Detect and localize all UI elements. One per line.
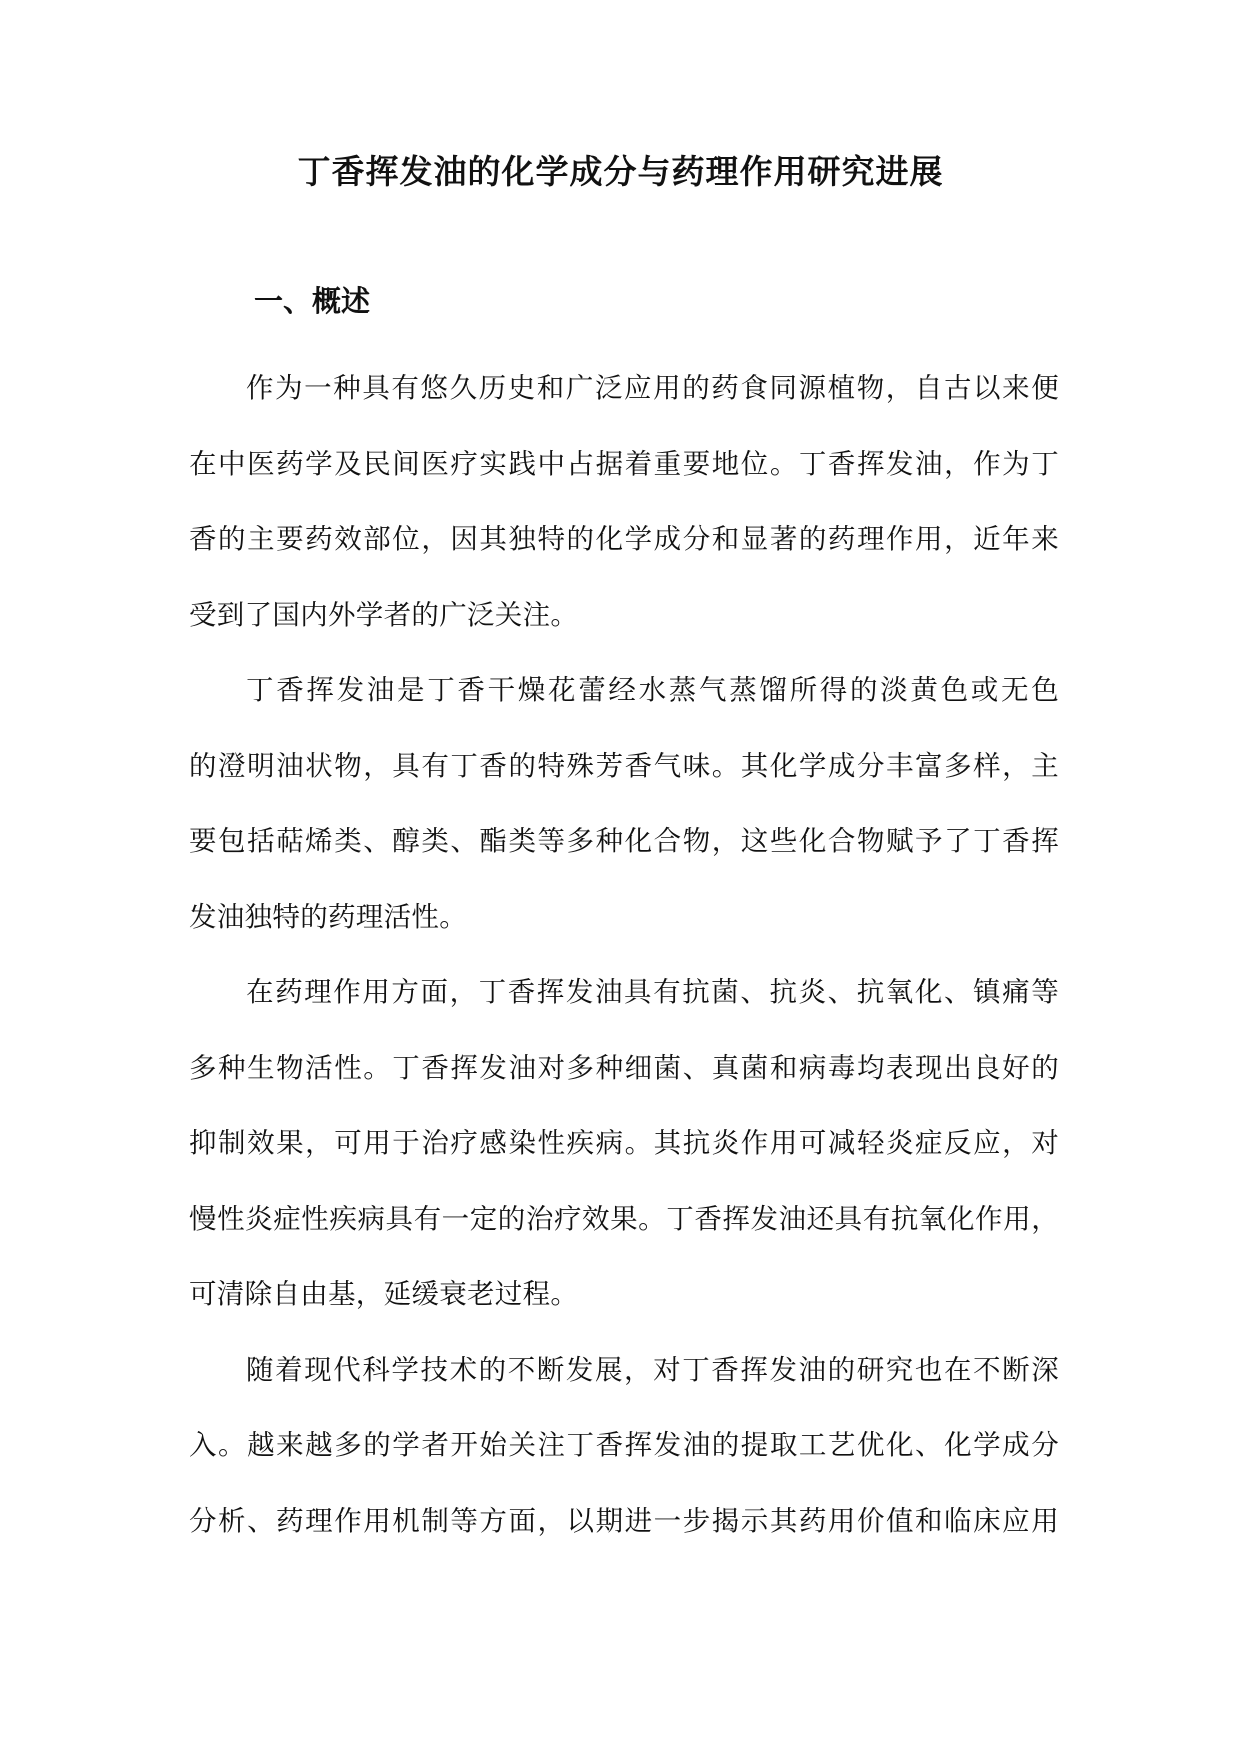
paragraph-2 xyxy=(189,664,1059,966)
paragraph-line: 分析、药理作用机制等方面，以期进一步揭示其药用价值和临床应用 xyxy=(189,1504,1059,1537)
paragraph-line: 发油独特的药理活性。 xyxy=(189,900,467,933)
paragraph-line: 抑制效果，可用于治疗感染性疾病。其抗炎作用可减轻炎症反应，对 xyxy=(189,1127,1059,1159)
paragraph-line: 在药理作用方面，丁香挥发油具有抗菌、抗炎、抗氧化、镇痛等 xyxy=(246,976,1059,1008)
section-heading: 一、概述 xyxy=(254,284,371,318)
paragraph-line: 要包括萜烯类、醇类、酯类等多种化合物，这些化合物赋予了丁香挥 xyxy=(189,825,1059,857)
paragraph-1 xyxy=(189,362,1059,664)
paragraph-line: 多种生物活性。丁香挥发油对多种细菌、真菌和病毒均表现出良好的 xyxy=(189,1051,1059,1084)
paragraph-line: 的澄明油状物，具有丁香的特殊芳香气味。其化学成分丰富多样，主 xyxy=(189,749,1059,782)
paragraph-line: 香的主要药效部位，因其独特的化学成分和显著的药理作用，近年来 xyxy=(189,523,1059,555)
paragraph-4 xyxy=(189,1344,1059,1571)
paragraph-line: 作为一种具有悠久历史和广泛应用的药食同源植物，自古以来便 xyxy=(246,372,1059,404)
body-text xyxy=(189,362,1059,1570)
paragraph-line: 慢性炎症性疾病具有一定的治疗效果。丁香挥发油还具有抗氧化作用， xyxy=(189,1202,1059,1235)
paragraph-line: 在中医药学及民间医疗实践中占据着重要地位。丁香挥发油，作为丁 xyxy=(189,447,1059,480)
paragraph-line: 丁香挥发油是丁香干燥花蕾经水蒸气蒸馏所得的淡黄色或无色 xyxy=(246,674,1059,706)
paragraph-line: 受到了国内外学者的广泛关注。 xyxy=(189,598,579,631)
paragraph-line: 随着现代科学技术的不断发展，对丁香挥发油的研究也在不断深 xyxy=(246,1353,1059,1386)
paragraph-3 xyxy=(189,966,1059,1344)
document-title: 丁香挥发油的化学成分与药理作用研究进展 xyxy=(297,152,944,191)
paragraph-line: 入。越来越多的学者开始关注丁香挥发油的提取工艺优化、化学成分 xyxy=(189,1429,1059,1461)
paragraph-line: 可清除自由基，延缓衰老过程。 xyxy=(189,1278,579,1310)
